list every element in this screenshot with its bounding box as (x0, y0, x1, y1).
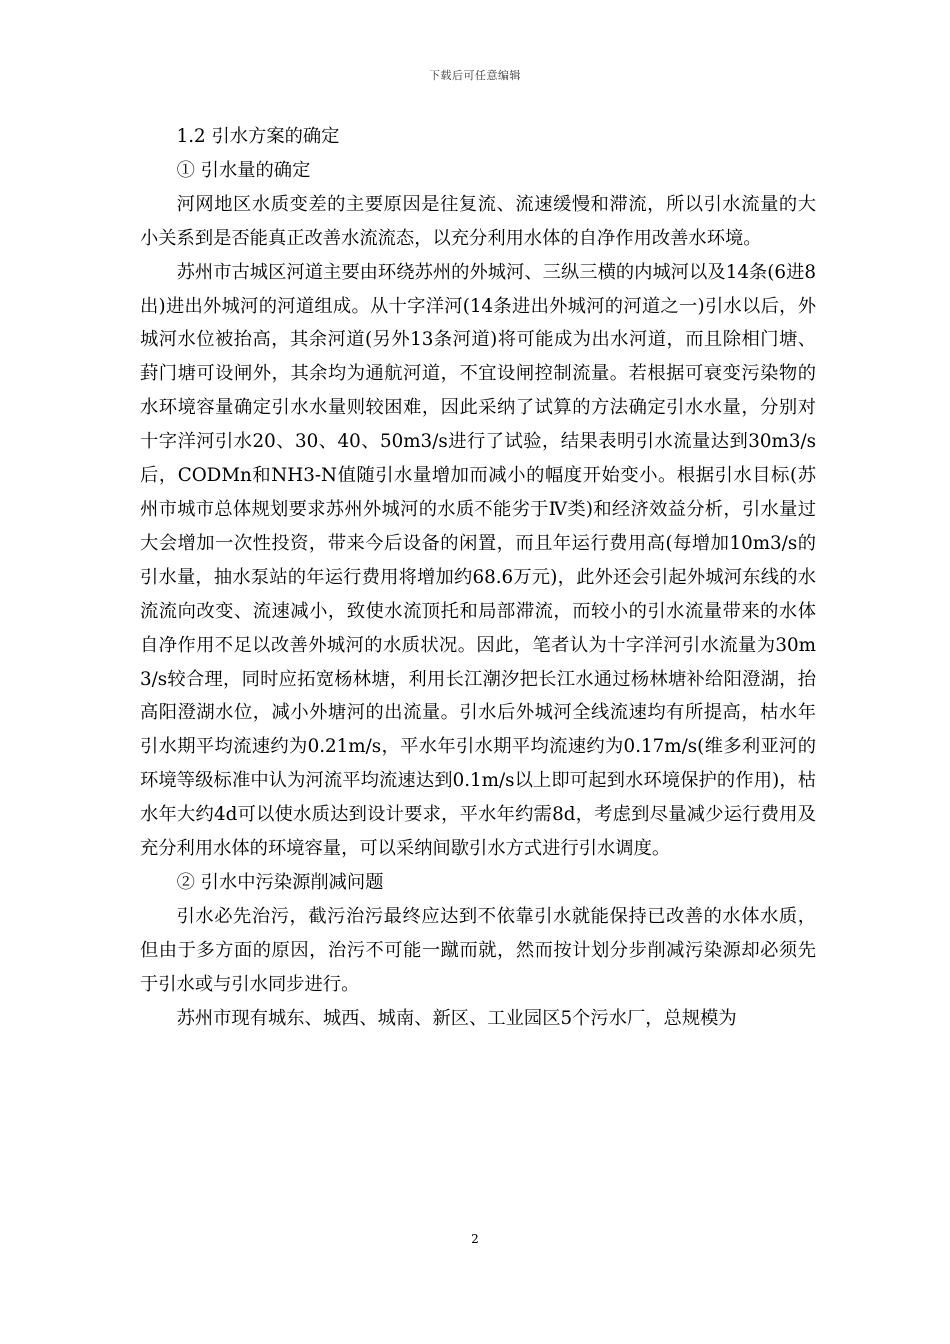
document-body (140, 120, 816, 1035)
paragraph-2: 苏州市古城区河道主要由环绕苏州的外城河、三纵三横的内城河以及14条(6进8出)进出外城河的河道组成。从十字洋河(14条进出外城河的河道之一)引水以后，外城河水位被抬高，其余河道(另外13条河道)将可能成为出水河道，而且除相门塘、葑门塘可设闸外，其余均为通航河道，不宜设闸控制流量。若根据可衰变污染物的水环境容量确定引水水量则较困难，因此采纳了试算的方法确定引水水量，分别对十字洋河引水20、30、40、50m3/s进行了试验，结果表明引水流量达到30m3/s后，CODMn和NH3-N值随引水量增加而减小的幅度开始变小。根据引水目标(苏州市城市总体规划要求苏州外城河的水质不能劣于Ⅳ类)和经济效益分析，引水量过大会增加一次性投资，带来今后设备的闲置，而且年运行费用高(每增加10m3/s的引水量，抽水泵站的年运行费用将增加约68.6万元)，此外还会引起外城河东线的水流流向改变、流速减小，致使水流顶托和局部滞流，而较小的引水流量带来的水体自净作用不足以改善外城河的水质状况。因此，笔者认为十字洋河引水流量为30m3/s较合理，同时应拓宽杨林塘，利用长江潮汐把长江水通过杨林塘补给阳澄湖，抬高阳澄湖水位，减小外塘河的出流量。引水后外城河全线流速均有所提高，枯水年引水期平均流速约为0.21m/s，平水年引水期平均流速约为0.17m/s(维多利亚河的环境等级标准中认为河流平均流速达到0.1m/s以上即可起到水环境保护的作用)，枯水年大约4d可以使水质达到设计要求，平水年约需8d，考虑到尽量减少运行费用及充分利用水体的环境容量，可以采纳间歇引水方式进行引水调度。 (140, 261, 816, 860)
page-number: 2 (471, 1232, 479, 1246)
paragraph-4: 苏州市现有城东、城西、城南、新区、工业园区5个污水厂，总规模为 (176, 1007, 737, 1029)
subsection-title-water-volume: ① 引水量的确定 (176, 159, 311, 181)
section-title: 1.2 引水方案的确定 (176, 126, 340, 147)
subsection-title-pollution-reduction: ② 引水中污染源削减问题 (176, 871, 384, 893)
paragraph-3: 引水必先治污，截污治污最终应达到不依靠引水就能保持已改善的水体水质，但由于多方面的原因，治污不可能一蹴而就，然而按计划分步削减污染源却必须先于引水或与引水同步进行。 (140, 905, 816, 995)
paragraph-1: 河网地区水质变差的主要原因是往复流、流速缓慢和滞流，所以引水流量的大小关系到是否能真正改善水流流态，以充分利用水体的自净作用改善水环境。 (140, 193, 816, 249)
page-header: 下载后可任意编辑 (429, 69, 521, 82)
